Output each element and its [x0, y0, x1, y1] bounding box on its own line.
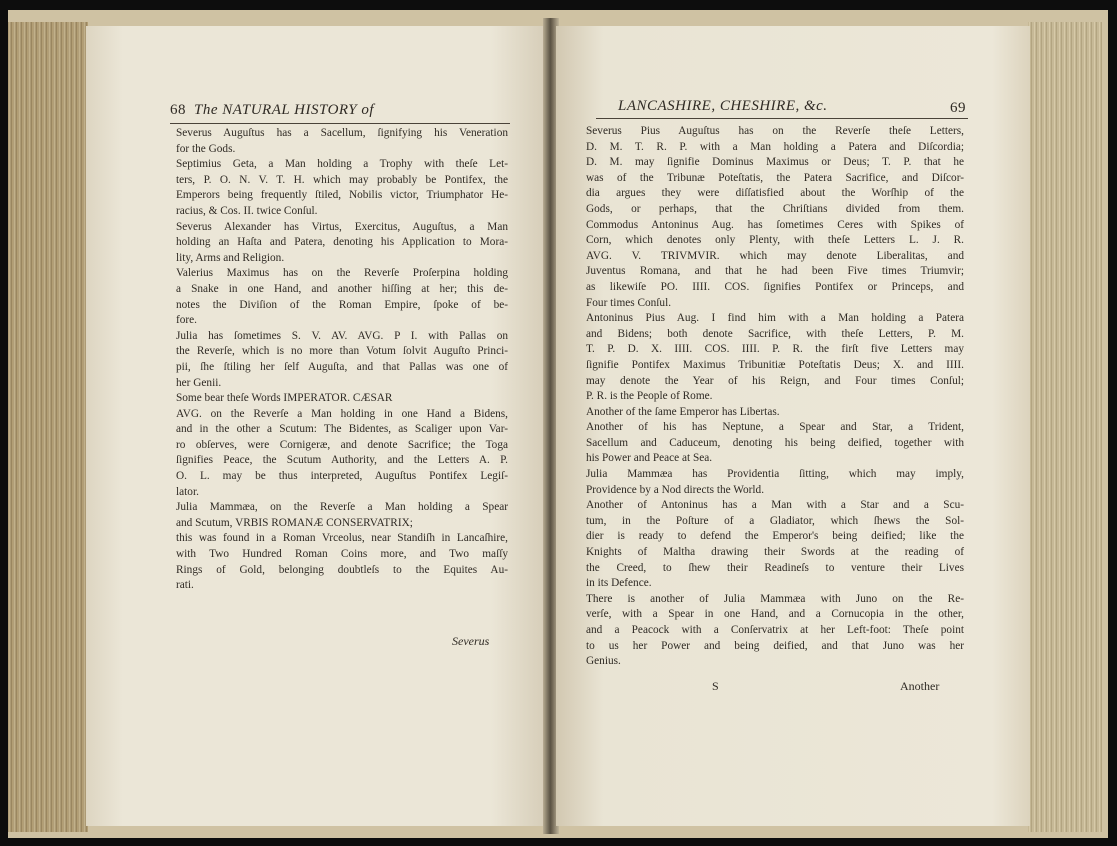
text-line: Septimius Geta, a Man holding a Trophy with theſe Let-	[176, 158, 508, 171]
text-line: Antoninus Pius Aug. I find him with a Man holding a Patera	[586, 312, 964, 325]
text-line: Corn, which denotes only Plenty, with theſe Letters L. J. R.	[586, 234, 964, 247]
text-line: a Snake in one Hand, and another hiſſing at her; this de-	[176, 282, 508, 295]
text-line: lator.	[176, 485, 199, 498]
text-line: Another of the ſame Emperor has Libertas.	[586, 405, 780, 418]
text-line: and Scutum, VRBIS ROMANÆ CONSERVATRIX;	[176, 516, 413, 529]
right-page	[556, 26, 1030, 826]
text-line: Julia Mammæa has Providentia ſitting, which may imply,	[586, 468, 964, 481]
text-line: Providence by a Nod directs the World.	[586, 483, 765, 496]
text-line: D. M. may ſignifie Dominus Maximus or Deus; T. P. that he	[586, 156, 964, 169]
text-line: verſe, with a Spear in one Hand, and a Cornucopia in the other,	[586, 608, 964, 621]
text-line: Commodus Antoninus Aug. has ſometimes Ceres with Spikes of	[586, 218, 964, 231]
text-line: Four times Conſul.	[586, 296, 672, 309]
text-line: dier is ready to defend the Emperor's being deified; like the	[586, 530, 964, 543]
text-line: Another of his has Neptune, a Spear and Star, a Trident,	[586, 421, 964, 434]
text-line: AVG. on the Reverſe a Man holding in one Hand a Bidens,	[176, 407, 508, 420]
left-header-rule	[170, 123, 510, 124]
text-line: ters, P. O. N. V. T. H. which may probably be Pontifex, the	[176, 173, 508, 186]
right-body-text	[586, 124, 964, 670]
text-line: O. L. may be thus interpreted, Auguſtus Pontifex Legiſ-	[176, 470, 508, 483]
text-line: the Creed, to ſhew their Readineſs to venture their Lives	[586, 561, 964, 574]
left-page-number: 68	[170, 102, 186, 118]
left-running-head: The NATURAL HISTORY of	[194, 102, 375, 118]
text-line: Valerius Maximus has on the Reverſe Proſerpina holding	[176, 267, 508, 280]
text-line: dia argues they were diſſatisfied about the Worſhip of the	[586, 187, 964, 200]
text-line: and Bidens; both denote Sacrifice, with theſe Letters, P. M.	[586, 327, 964, 340]
text-line: Sacellum and Caduceum, denoting his being deified, together with	[586, 436, 964, 449]
right-page-number: 69	[950, 100, 966, 116]
text-line: and in the other a Scutum: The Bidentes, as Scaliger upon Var-	[176, 423, 508, 436]
text-line: Juventus Romana, and that he had been Five times Triumvir;	[586, 265, 964, 278]
text-line: ro obſerves, were Cornigeræ, and denote Sacrifice; the Toga	[176, 438, 508, 451]
text-line: to us her Power and being deified, and that Juno was her	[586, 639, 964, 652]
text-line: AVG. V. TRIVMVIR. which may denote Liberalitas, and	[586, 249, 964, 262]
text-line: the Reverſe, which is no more than Votum ſolvit Auguſto Princi-	[176, 345, 508, 358]
text-line: rati.	[176, 579, 194, 592]
text-line: Emperors being frequently ſtiled, Nobilis victor, Triumphator He-	[176, 189, 508, 202]
text-line: as likewiſe PO. IIII. COS. ſignifies Pontifex or Princeps, and	[586, 280, 964, 293]
text-line: Julia has ſometimes S. V. AV. AVG. P I. with Pallas on	[176, 329, 508, 342]
text-line: in its Defence.	[586, 577, 652, 590]
text-line: Severus Auguſtus has a Sacellum, ſignifying his Veneration	[176, 127, 508, 139]
text-line: P. R. is the People of Rome.	[586, 390, 713, 403]
text-line: Julia Mammæa, on the Reverſe a Man holding a Spear	[176, 501, 508, 514]
text-line: Severus Alexander has Virtus, Exercitus, Auguſtus, a Man	[176, 220, 508, 233]
text-line: D. M. T. R. P. with a Man holding a Patera and Diſcordia;	[586, 140, 964, 153]
left-page-edges	[8, 22, 88, 832]
text-line: pii, ſhe ſtiling her ſelf Auguſta, and that Pallas was one of	[176, 360, 508, 373]
text-line: and a Peacock with a Conſervatrix at her Left-foot: Theſe point	[586, 624, 964, 636]
text-line: with Two Hundred Roman Coins more, and Two maſſy	[176, 548, 508, 561]
text-line: notes the Diviſion of the Roman Empire, ſpoke of be-	[176, 298, 508, 311]
text-line: ſignifies Peace, the Scutum Authority, and the Letters A. P.	[176, 454, 508, 467]
left-page	[86, 26, 546, 826]
text-line: was of the Tribunæ Poteſtatis, the Patera Sacrifice, and Diſcor-	[586, 171, 964, 184]
text-line: racius, & Cos. II. twice Conſul.	[176, 204, 318, 217]
left-body-text	[176, 126, 508, 594]
text-line: may denote the Year of his Reign, and Four times Conſul;	[586, 374, 964, 387]
text-line: this was found in a Roman Vrceolus, near Standiſh in Lancaſhire,	[176, 532, 508, 545]
right-header-rule	[596, 118, 968, 119]
text-line: holding an Haſta and Patera, denoting his Application to Mora-	[176, 236, 508, 249]
text-line: lity, Arms and Religion.	[176, 251, 285, 264]
left-catchword: Severus	[452, 634, 490, 648]
text-line: Severus Pius Auguſtus has on the Reverſe theſe Letters,	[586, 125, 964, 137]
text-line: tum, in the Poſture of a Gladiator, which ſhews the Sol-	[586, 514, 964, 527]
text-line: T. P. D. X. IIII. COS. IIII. P. R. the firſt five Letters may	[586, 343, 964, 356]
right-page-edges	[1028, 22, 1102, 832]
text-line: Another of Antoninus has a Man with a Star and a Scu-	[586, 499, 964, 512]
text-line: There is another of Julia Mammæa with Juno on the Re-	[586, 592, 964, 605]
signature-mark: S	[712, 679, 719, 693]
text-line: Knights of Maltha drawing their Swords at the reading of	[586, 546, 964, 559]
text-line: for the Gods.	[176, 142, 236, 155]
text-line: his Power and Peace at Sea.	[586, 452, 713, 465]
text-line: Some bear theſe Words IMPERATOR. CÆSAR	[176, 392, 393, 405]
text-line: Rings of Gold, belonging doubtleſs to the Equites Au-	[176, 563, 508, 576]
text-line: ſignifie Pontifex Maximus Tribunitiæ Poteſtatis Deus; X. and IIII.	[586, 358, 964, 371]
right-catchword: Another	[900, 679, 940, 693]
text-line: fore.	[176, 314, 198, 327]
right-running-head: LANCASHIRE, CHESHIRE, &c.	[618, 98, 828, 114]
text-line: her Genii.	[176, 376, 222, 389]
text-line: Genius.	[586, 655, 621, 668]
text-line: Gods, or perhaps, that the Chriſtians divided from them.	[586, 202, 964, 215]
